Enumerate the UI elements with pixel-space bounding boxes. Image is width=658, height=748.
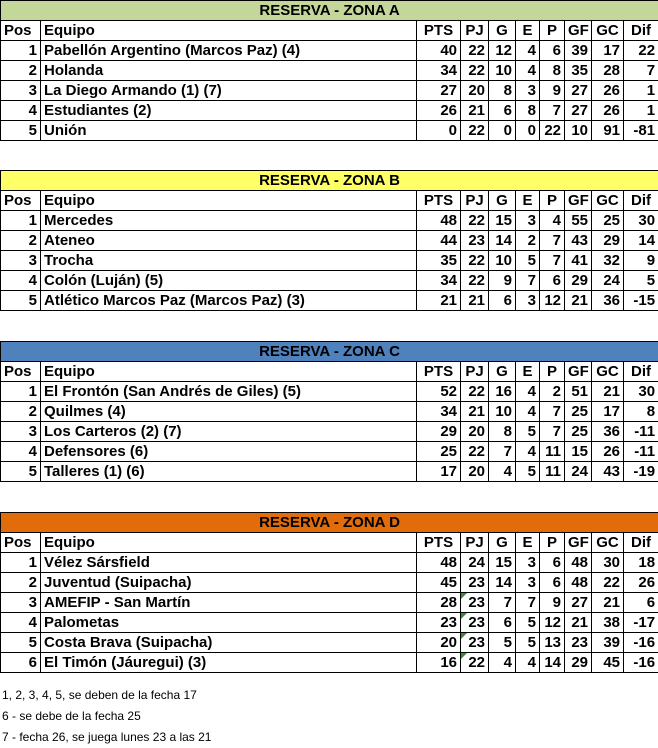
cell-p: 7 [540,402,565,422]
cell-team: El Timón (Jáuregui) (3) [41,653,417,673]
cell-pos: 3 [1,422,41,442]
cell-gc: 21 [592,382,624,402]
cell-g: 5 [489,633,516,653]
cell-dif: 8 [624,402,658,422]
cell-gc: 36 [592,422,624,442]
cell-g: 15 [489,211,516,231]
cell-pj: 22 [461,61,489,81]
cell-e: 4 [516,653,540,673]
zone-title: RESERVA - ZONA D [1,513,658,533]
cell-p: 6 [540,271,565,291]
column-header: G [489,362,516,382]
cell-p: 12 [540,291,565,311]
cell-gc: 26 [592,101,624,121]
cell-team: Unión [41,121,417,141]
table-row [1,61,658,81]
cell-dif: -15 [624,291,658,311]
cell-pos: 3 [1,593,41,613]
table-row [1,251,658,271]
cell-pos: 4 [1,271,41,291]
cell-pts: 23 [417,613,461,633]
cell-pj: 21 [461,101,489,121]
table-row [1,613,658,633]
cell-dif: 5 [624,271,658,291]
column-header: GC [592,21,624,41]
table-row [1,382,658,402]
cell-gc: 39 [592,633,624,653]
cell-g: 4 [489,653,516,673]
cell-gf: 27 [565,81,592,101]
column-header: Equipo [41,21,417,41]
cell-pj: 23 [461,593,489,613]
table-row [1,121,658,141]
cell-pj: 24 [461,553,489,573]
cell-pts: 26 [417,101,461,121]
cell-dif: 9 [624,251,658,271]
cell-gc: 43 [592,462,624,482]
cell-pj: 20 [461,422,489,442]
column-header: PTS [417,191,461,211]
cell-gf: 39 [565,41,592,61]
cell-gc: 29 [592,231,624,251]
cell-pts: 34 [417,271,461,291]
cell-g: 16 [489,382,516,402]
cell-p: 7 [540,251,565,271]
cell-p: 13 [540,633,565,653]
cell-dif: 30 [624,211,658,231]
cell-dif: -16 [624,633,658,653]
cell-pts: 52 [417,382,461,402]
cell-p: 9 [540,593,565,613]
table-row [1,553,658,573]
cell-e: 0 [516,121,540,141]
table-row [1,593,658,613]
column-header: E [516,191,540,211]
cell-e: 7 [516,271,540,291]
column-header: Dif [624,21,658,41]
cell-pj: 22 [461,382,489,402]
cell-e: 5 [516,422,540,442]
cell-team: Juventud (Suipacha) [41,573,417,593]
cell-dif: 1 [624,101,658,121]
cell-g: 7 [489,442,516,462]
cell-pos: 5 [1,462,41,482]
cell-team: AMEFIP - San Martín [41,593,417,613]
cell-pj: 22 [461,442,489,462]
cell-e: 7 [516,593,540,613]
column-header: G [489,21,516,41]
cell-gf: 55 [565,211,592,231]
cell-pts: 34 [417,61,461,81]
cell-gf: 10 [565,121,592,141]
column-header: E [516,362,540,382]
cell-team: Vélez Sársfield [41,553,417,573]
cell-team: El Frontón (San Andrés de Giles) (5) [41,382,417,402]
cell-dif: 26 [624,573,658,593]
cell-team: Holanda [41,61,417,81]
column-header: P [540,362,565,382]
cell-gf: 27 [565,593,592,613]
zone-table [0,512,658,673]
column-header: GC [592,362,624,382]
cell-p: 8 [540,61,565,81]
cell-pj: 21 [461,402,489,422]
cell-p: 11 [540,462,565,482]
column-header: PJ [461,362,489,382]
cell-e: 4 [516,442,540,462]
cell-pos: 2 [1,61,41,81]
table-row [1,41,658,61]
cell-pts: 48 [417,211,461,231]
cell-pts: 17 [417,462,461,482]
cell-pts: 40 [417,41,461,61]
table-row [1,402,658,422]
cell-team: Quilmes (4) [41,402,417,422]
cell-gc: 21 [592,593,624,613]
cell-gf: 29 [565,653,592,673]
column-header: G [489,533,516,553]
column-header: Dif [624,191,658,211]
cell-gc: 91 [592,121,624,141]
cell-dif: 30 [624,382,658,402]
cell-gc: 26 [592,442,624,462]
cell-e: 3 [516,553,540,573]
cell-pj: 23 [461,613,489,633]
column-header: Pos [1,533,41,553]
cell-gf: 35 [565,61,592,81]
cell-p: 9 [540,81,565,101]
cell-pos: 4 [1,442,41,462]
cell-dif: 1 [624,81,658,101]
cell-pts: 25 [417,442,461,462]
cell-e: 3 [516,211,540,231]
cell-gc: 26 [592,81,624,101]
cell-pts: 27 [417,81,461,101]
cell-p: 4 [540,211,565,231]
cell-pos: 1 [1,211,41,231]
column-header: Dif [624,362,658,382]
column-header: Dif [624,533,658,553]
cell-p: 7 [540,422,565,442]
cell-gf: 41 [565,251,592,271]
column-header: PTS [417,21,461,41]
column-header: Pos [1,191,41,211]
cell-e: 2 [516,231,540,251]
cell-e: 4 [516,61,540,81]
cell-pts: 20 [417,633,461,653]
cell-e: 3 [516,81,540,101]
cell-pts: 44 [417,231,461,251]
cell-e: 5 [516,462,540,482]
cell-gc: 38 [592,613,624,633]
zone-title: RESERVA - ZONA C [1,342,658,362]
column-header: Pos [1,21,41,41]
cell-p: 7 [540,101,565,121]
cell-p: 11 [540,442,565,462]
table-row [1,291,658,311]
table-row [1,101,658,121]
cell-p: 14 [540,653,565,673]
cell-gf: 15 [565,442,592,462]
cell-g: 9 [489,271,516,291]
cell-pj: 23 [461,573,489,593]
column-header: GF [565,362,592,382]
cell-pts: 0 [417,121,461,141]
cell-gf: 27 [565,101,592,121]
cell-g: 14 [489,573,516,593]
cell-team: Los Carteros (2) (7) [41,422,417,442]
cell-dif: 18 [624,553,658,573]
cell-pts: 48 [417,553,461,573]
cell-gc: 36 [592,291,624,311]
cell-g: 8 [489,422,516,442]
cell-g: 6 [489,291,516,311]
cell-dif: -11 [624,422,658,442]
table-row [1,211,658,231]
cell-pos: 1 [1,553,41,573]
cell-gf: 43 [565,231,592,251]
table-row [1,442,658,462]
table-row [1,633,658,653]
cell-gf: 25 [565,422,592,442]
cell-gf: 21 [565,613,592,633]
column-header: PTS [417,362,461,382]
cell-gf: 21 [565,291,592,311]
cell-g: 10 [489,61,516,81]
cell-g: 10 [489,251,516,271]
table-row [1,271,658,291]
cell-gc: 30 [592,553,624,573]
cell-gc: 28 [592,61,624,81]
cell-g: 12 [489,41,516,61]
cell-pos: 2 [1,573,41,593]
cell-pj: 22 [461,653,489,673]
cell-e: 5 [516,633,540,653]
cell-pj: 20 [461,81,489,101]
cell-gc: 45 [592,653,624,673]
cell-pos: 4 [1,101,41,121]
cell-p: 12 [540,613,565,633]
cell-team: Atlético Marcos Paz (Marcos Paz) (3) [41,291,417,311]
cell-team: Defensores (6) [41,442,417,462]
cell-pj: 22 [461,121,489,141]
cell-gc: 17 [592,41,624,61]
cell-dif: -16 [624,653,658,673]
cell-pts: 16 [417,653,461,673]
cell-e: 4 [516,402,540,422]
cell-pos: 5 [1,291,41,311]
cell-p: 6 [540,573,565,593]
cell-gf: 23 [565,633,592,653]
cell-e: 8 [516,101,540,121]
cell-gf: 29 [565,271,592,291]
cell-team: Costa Brava (Suipacha) [41,633,417,653]
cell-pj: 23 [461,633,489,653]
zone-table [0,341,658,482]
column-header: GF [565,191,592,211]
cell-p: 7 [540,231,565,251]
cell-g: 14 [489,231,516,251]
column-header: Pos [1,362,41,382]
table-row [1,573,658,593]
cell-g: 8 [489,81,516,101]
cell-e: 3 [516,291,540,311]
column-header: E [516,533,540,553]
cell-team: Pabellón Argentino (Marcos Paz) (4) [41,41,417,61]
cell-pos: 5 [1,633,41,653]
table-row [1,462,658,482]
zone-title: RESERVA - ZONA A [1,1,658,21]
cell-p: 6 [540,553,565,573]
column-header: E [516,21,540,41]
cell-team: La Diego Armando (1) (7) [41,81,417,101]
cell-dif: 22 [624,41,658,61]
cell-e: 3 [516,573,540,593]
cell-pts: 21 [417,291,461,311]
cell-team: Ateneo [41,231,417,251]
column-header: Equipo [41,533,417,553]
cell-gf: 25 [565,402,592,422]
cell-pos: 2 [1,231,41,251]
cell-pos: 3 [1,81,41,101]
column-header: Equipo [41,362,417,382]
column-header: GC [592,533,624,553]
cell-pts: 45 [417,573,461,593]
cell-dif: -17 [624,613,658,633]
cell-gc: 25 [592,211,624,231]
cell-p: 6 [540,41,565,61]
cell-dif: 6 [624,593,658,613]
column-header: G [489,191,516,211]
cell-pj: 22 [461,251,489,271]
column-header: PJ [461,191,489,211]
table-row [1,653,658,673]
cell-pos: 2 [1,402,41,422]
cell-pos: 3 [1,251,41,271]
footnote: 1, 2, 3, 4, 5, se deben de la fecha 17 [2,685,211,706]
table-row [1,422,658,442]
cell-pos: 6 [1,653,41,673]
column-header: P [540,533,565,553]
cell-p: 22 [540,121,565,141]
cell-gf: 48 [565,553,592,573]
cell-g: 10 [489,402,516,422]
table-row [1,231,658,251]
cell-gc: 24 [592,271,624,291]
column-header: P [540,21,565,41]
cell-gf: 48 [565,573,592,593]
cell-gf: 24 [565,462,592,482]
cell-gc: 22 [592,573,624,593]
cell-e: 5 [516,251,540,271]
cell-team: Mercedes [41,211,417,231]
cell-pos: 4 [1,613,41,633]
column-header: GC [592,191,624,211]
cell-g: 7 [489,593,516,613]
cell-team: Trocha [41,251,417,271]
column-header: GF [565,533,592,553]
cell-dif: -19 [624,462,658,482]
column-header: GF [565,21,592,41]
column-header: PJ [461,533,489,553]
cell-pj: 23 [461,231,489,251]
footnote: 6 - se debe de la fecha 25 [2,706,211,727]
cell-pj: 20 [461,462,489,482]
cell-pj: 22 [461,271,489,291]
cell-dif: 14 [624,231,658,251]
cell-pts: 35 [417,251,461,271]
cell-g: 15 [489,553,516,573]
cell-pts: 28 [417,593,461,613]
zone-title: RESERVA - ZONA B [1,171,658,191]
cell-gf: 51 [565,382,592,402]
cell-pj: 21 [461,291,489,311]
zone-table [0,0,658,141]
cell-gc: 32 [592,251,624,271]
cell-pts: 29 [417,422,461,442]
cell-dif: -11 [624,442,658,462]
cell-gc: 17 [592,402,624,422]
cell-g: 0 [489,121,516,141]
footnote: 7 - fecha 26, se juega lunes 23 a las 21 [2,727,211,748]
column-header: PJ [461,21,489,41]
cell-pos: 5 [1,121,41,141]
cell-pos: 1 [1,41,41,61]
cell-dif: -81 [624,121,658,141]
cell-team: Talleres (1) (6) [41,462,417,482]
zone-table [0,170,658,311]
cell-e: 4 [516,382,540,402]
cell-p: 2 [540,382,565,402]
cell-e: 4 [516,41,540,61]
footnotes [2,685,211,748]
cell-g: 6 [489,101,516,121]
cell-team: Palometas [41,613,417,633]
table-row [1,81,658,101]
cell-team: Estudiantes (2) [41,101,417,121]
column-header: PTS [417,533,461,553]
cell-team: Colón (Luján) (5) [41,271,417,291]
cell-pos: 1 [1,382,41,402]
cell-g: 4 [489,462,516,482]
column-header: Equipo [41,191,417,211]
cell-pts: 34 [417,402,461,422]
column-header: P [540,191,565,211]
cell-pj: 22 [461,41,489,61]
cell-dif: 7 [624,61,658,81]
cell-g: 6 [489,613,516,633]
cell-e: 5 [516,613,540,633]
cell-pj: 22 [461,211,489,231]
